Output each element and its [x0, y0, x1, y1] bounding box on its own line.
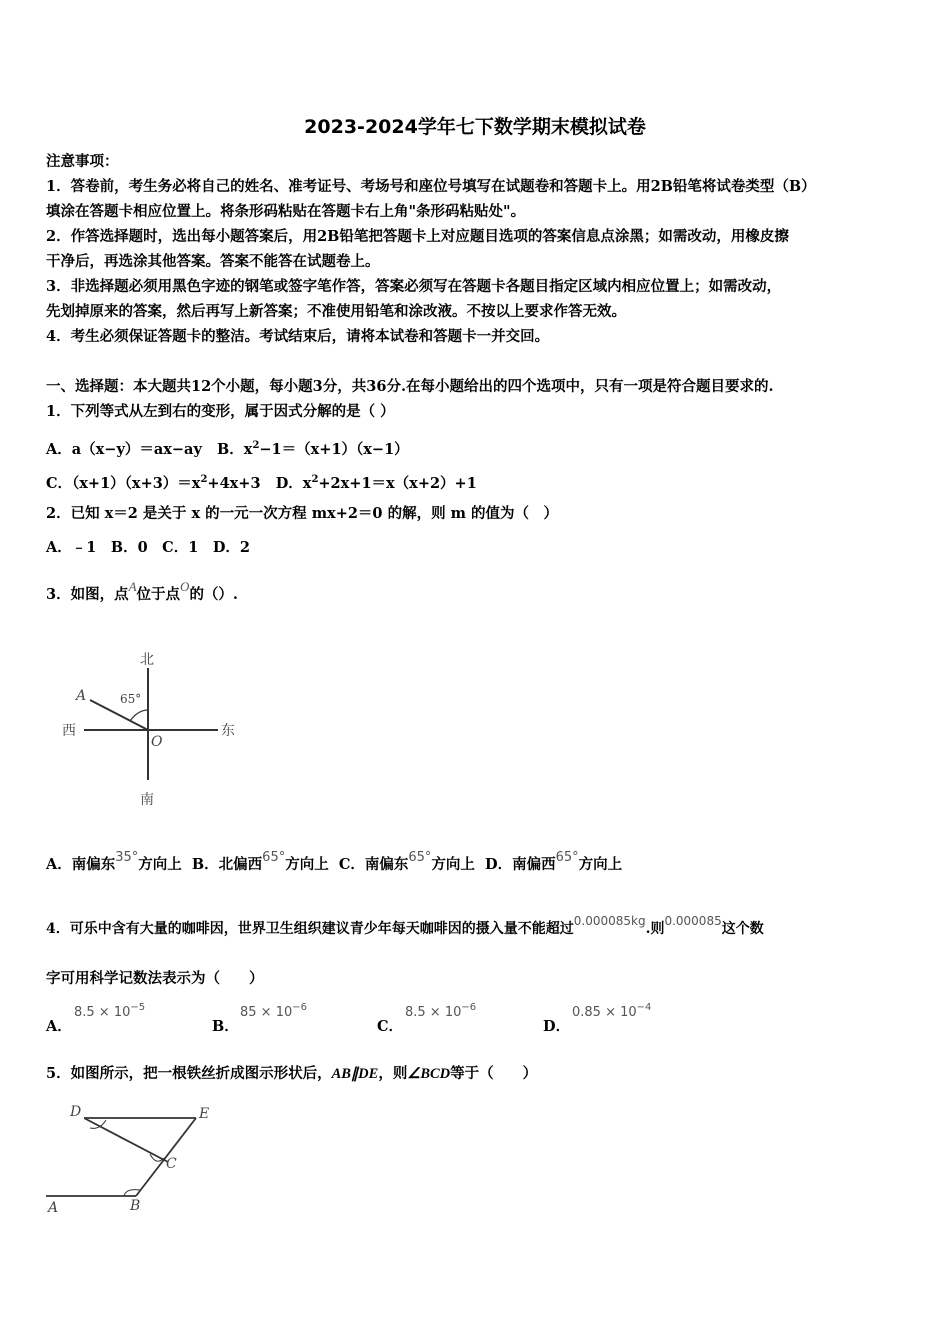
q1-option-d: D．$x^2+2x+1=x(x+2)+1$: [275, 474, 477, 492]
q4-option-c: C．: [377, 1018, 404, 1035]
q4-option-b-value: $85 \times 10^{-6}$: [240, 1002, 307, 1020]
q1-option-c: C．$(x+1)(x+3)=x^2+4x+3$: [46, 474, 261, 492]
notice-line: 干净后，再选涂其他答案。答案不能答在试题卷上。: [46, 253, 380, 270]
q4-option-b: B．: [212, 1018, 239, 1035]
q1-option-b: B．$x^2-1=(x+1)(x-1)$: [217, 440, 409, 458]
question-3-options: [46, 850, 623, 877]
label-west: 西: [62, 723, 76, 739]
label-b: B: [130, 1198, 141, 1214]
notice-line: 2．作答选择题时，选出每小题答案后，用2B铅笔把答题卡上对应题目选项的答案信息点涂黑；如需改动，用橡皮擦: [46, 228, 789, 245]
section-heading: 一、选择题：本大题共12个小题，每小题3分，共36分.在每小题给出的四个选项中，只有一项是符合题目要求的.: [46, 378, 774, 395]
q4-option-c-value: $8.5 \times 10^{-6}$: [405, 1002, 477, 1020]
label-c: C: [166, 1156, 177, 1172]
angle-arc-c: [150, 1154, 164, 1161]
label-east: 东: [221, 723, 235, 739]
question-4-stem-line2: 字可用科学记数法表示为（ ）: [46, 970, 264, 987]
q3-option-b: B．北偏西65°方向上: [191, 850, 329, 873]
label-angle: 65°: [120, 692, 142, 706]
notice-line: 先划掉原来的答案，然后再写上新答案；不准使用铅笔和涂改液。不按以上要求作答无效。: [46, 303, 626, 320]
question-1-options-row1: [46, 435, 409, 461]
notice-line: 3．非选择题必须用黑色字迹的钢笔或签字笔作答，答案必须写在答题卡各题目指定区域内相应位置上；如需改动，: [46, 278, 782, 295]
angle-arc: [130, 710, 148, 721]
q3-option-a: A．南偏东35°方向上: [46, 850, 182, 873]
angle-arc-d: [90, 1120, 106, 1128]
label-point-a: A: [76, 688, 87, 704]
question-2-options: A．﹣1 B．0 C．1 D．2: [46, 539, 250, 556]
q1-option-a: A．a（x−y）＝ax−ay: [46, 441, 202, 458]
label-d: D: [70, 1104, 82, 1120]
compass-figure: [56, 648, 246, 813]
notice-line: 填涂在答题卡相应位置上。将条形码粘贴在答题卡右上角"条形码粘贴处"。: [46, 203, 526, 220]
wire-figure: [44, 1100, 224, 1220]
question-1-options-row2: [46, 469, 477, 495]
q3-option-c: C．南偏东65°方向上: [338, 850, 475, 873]
question-3-stem: 3．如图，点A位于点O的（）.: [46, 579, 238, 603]
question-2-stem: 2．已知 x＝2 是关于 x 的一元一次方程 mx+2＝0 的解，则 m 的值为（ ）: [46, 505, 559, 522]
notice-line: 4．考生必须保证答题卡的整洁。考试结束后，请将本试卷和答题卡一并交回。: [46, 328, 550, 345]
q4-option-a: A．: [46, 1018, 72, 1035]
question-4-stem: 4．可乐中含有大量的咖啡因，世界卫生组织建议青少年每天咖啡因的摄入量不能超过0.000085kg.则0.000085这个数: [46, 914, 764, 937]
q4-option-d-value: $0.85 \times 10^{-4}$: [572, 1002, 652, 1020]
label-a: A: [48, 1200, 59, 1216]
notice-line: 1．答卷前，考生务必将自己的姓名、准考证号、考场号和座位号填写在试题卷和答题卡上。用2B铅笔将试卷类型（B）: [46, 178, 816, 195]
q4-option-d: D．: [543, 1018, 571, 1035]
question-5-stem: 5．如图所示，把一根铁丝折成图示形状后，AB∥DE，则∠BCD等于（ ）: [46, 1065, 538, 1082]
label-e: E: [199, 1106, 210, 1122]
label-south: 南: [140, 792, 154, 808]
question-1-stem: 1．下列等式从左到右的变形，属于因式分解的是（ ）: [46, 403, 395, 420]
page-title: 2023-2024学年七下数学期末模拟试卷: [304, 116, 646, 138]
segment-dc: [84, 1118, 168, 1162]
q4-option-a-value: $8.5 \times 10^{-5}$: [74, 1002, 146, 1020]
label-north: 北: [140, 652, 154, 668]
label-point-o: O: [151, 734, 163, 750]
q3-option-d: D．南偏西65°方向上: [485, 850, 623, 873]
notice-heading: 注意事项：: [46, 153, 119, 170]
